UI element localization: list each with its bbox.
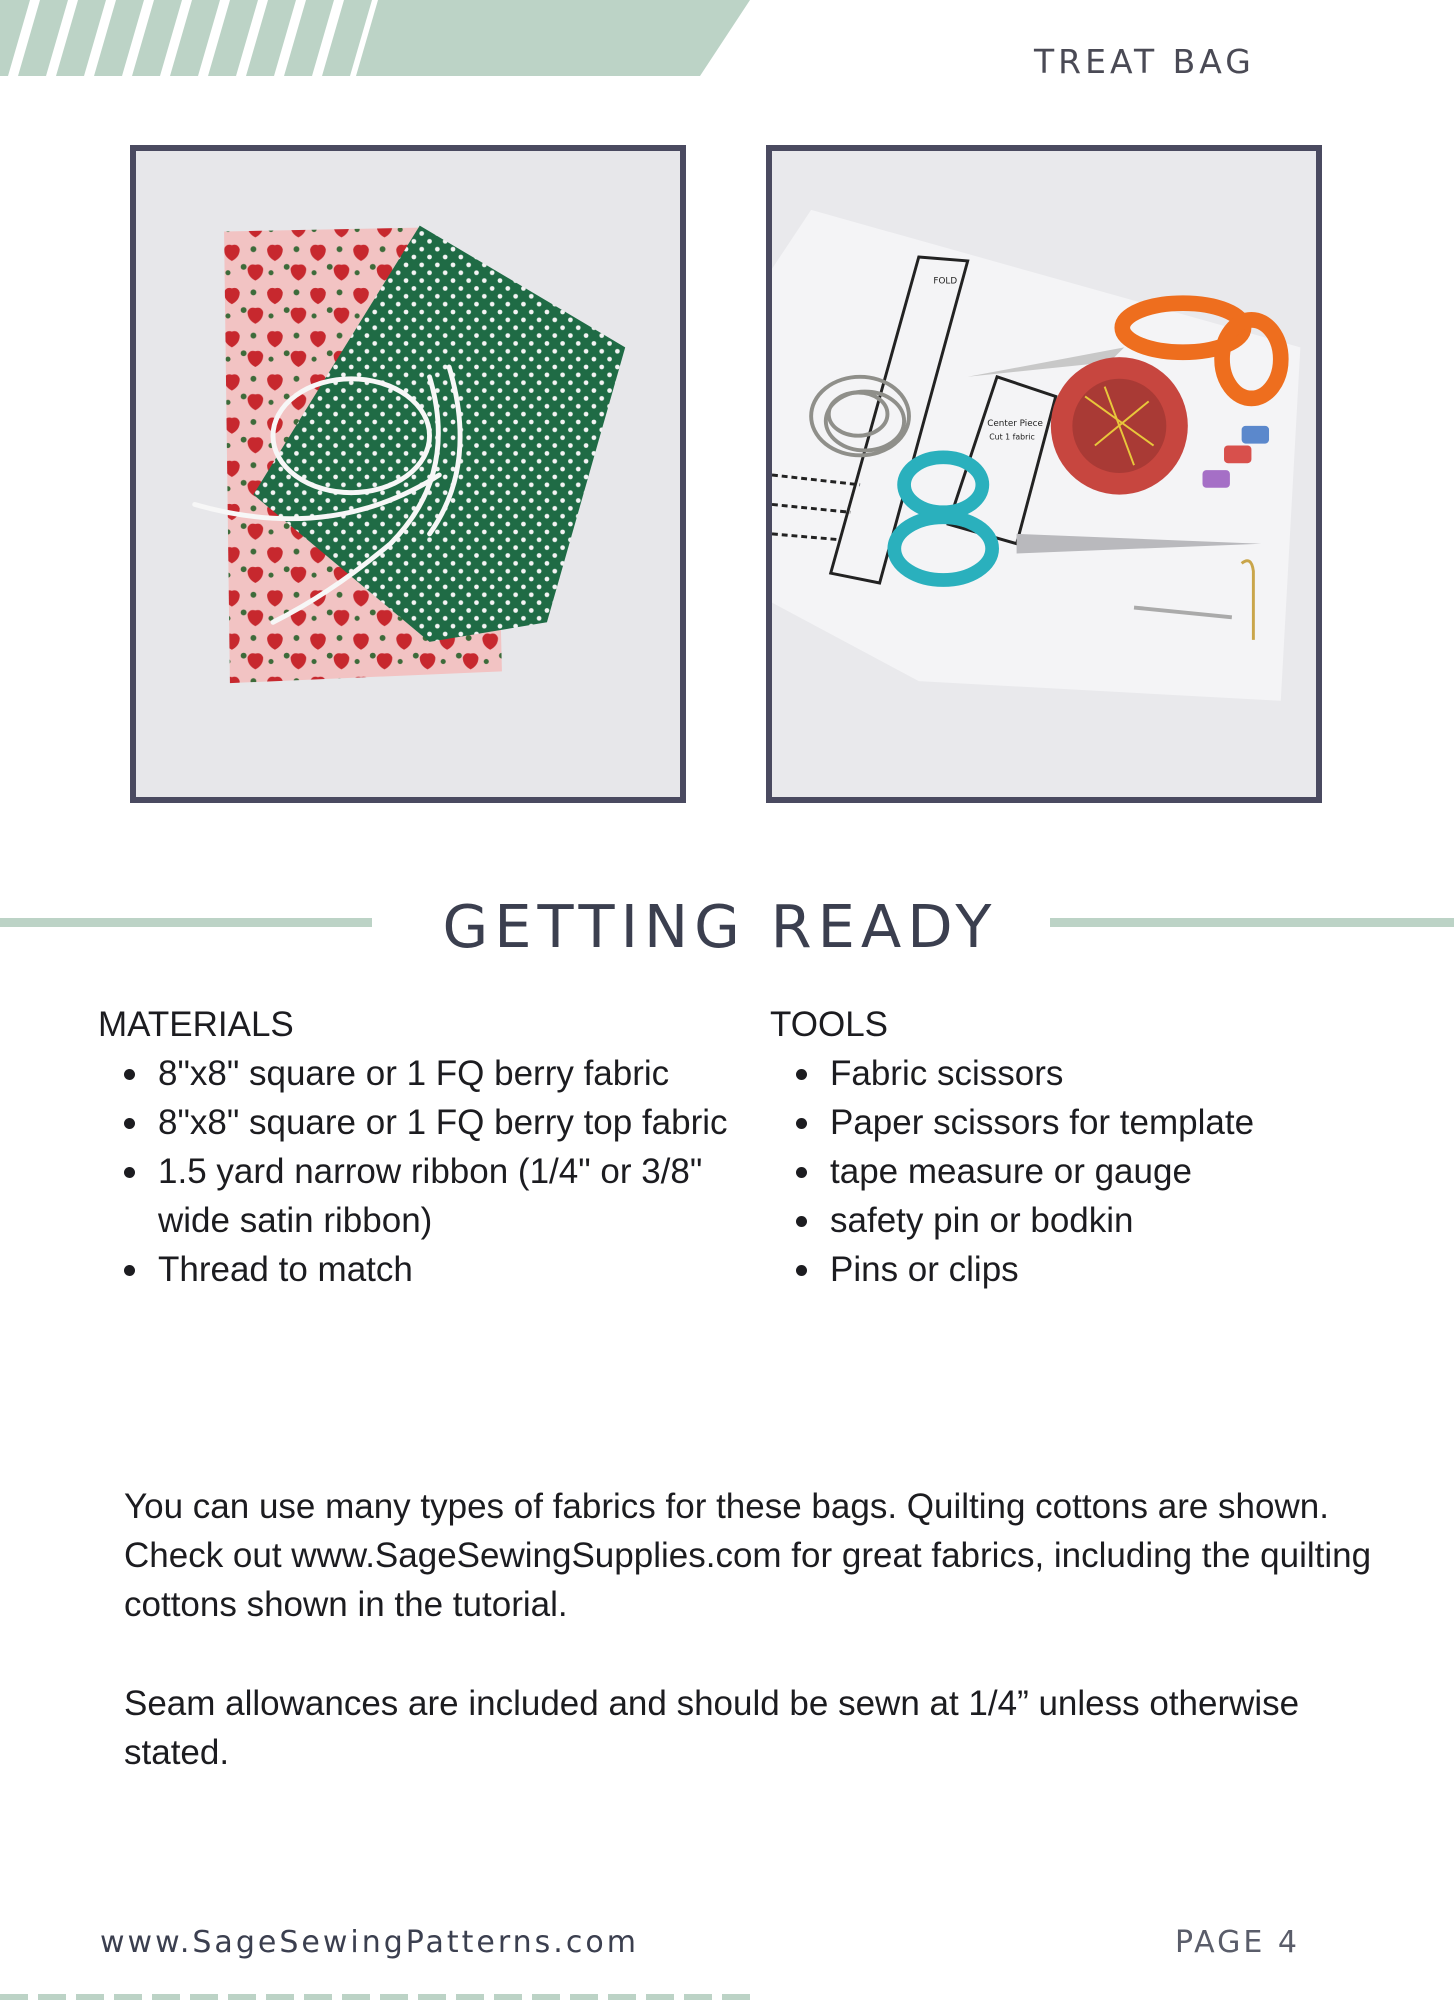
footer-website: www.SageSewingPatterns.com: [100, 1925, 639, 1960]
seam-allowance-paragraph: Seam allowances are included and should be sewn at 1/4” unless otherwise stated.: [124, 1684, 1300, 1772]
list-item: 8"x8" square or 1 FQ berry top fabric: [158, 1098, 738, 1147]
header-stripe-band: [0, 0, 750, 76]
footer-dash-band: [0, 1994, 750, 2000]
section-title: GETTING READY: [442, 892, 998, 961]
tools-heading: TOOLS: [770, 1005, 889, 1044]
template-center-label: Center Piece: [987, 418, 1043, 429]
list-item: Paper scissors for template: [830, 1098, 1410, 1147]
tools-list: [770, 1000, 1410, 1294]
list-item: Pins or clips: [830, 1245, 1410, 1294]
template-cut-label: Cut 1 fabric: [989, 432, 1035, 442]
tools-photo: [766, 145, 1322, 803]
document-title: TREAT BAG: [1034, 42, 1255, 81]
fabric-note-paragraph: You can use many types of fabrics for these bags. Quilting cottons are shown. Check out www.SageSewingSupplies.com for great fabrics, including the quilting cottons shown in the tutorial.: [124, 1487, 1372, 1624]
heading-rule-right: [1050, 918, 1454, 927]
list-item: Fabric scissors: [830, 1049, 1410, 1098]
materials-heading: MATERIALS: [98, 1005, 294, 1044]
fabric-photo: [130, 145, 686, 803]
materials-list: [98, 1000, 738, 1294]
list-item: safety pin or bodkin: [830, 1196, 1410, 1245]
list-item: 1.5 yard narrow ribbon (1/4" or 3/8" wide satin ribbon): [158, 1147, 738, 1245]
list-item: tape measure or gauge: [830, 1147, 1410, 1196]
list-item: Thread to match: [158, 1245, 738, 1294]
template-fold-label: FOLD: [933, 276, 958, 287]
list-item: 8"x8" square or 1 FQ berry fabric: [158, 1049, 738, 1098]
page-number: PAGE 4: [1175, 1925, 1300, 1960]
